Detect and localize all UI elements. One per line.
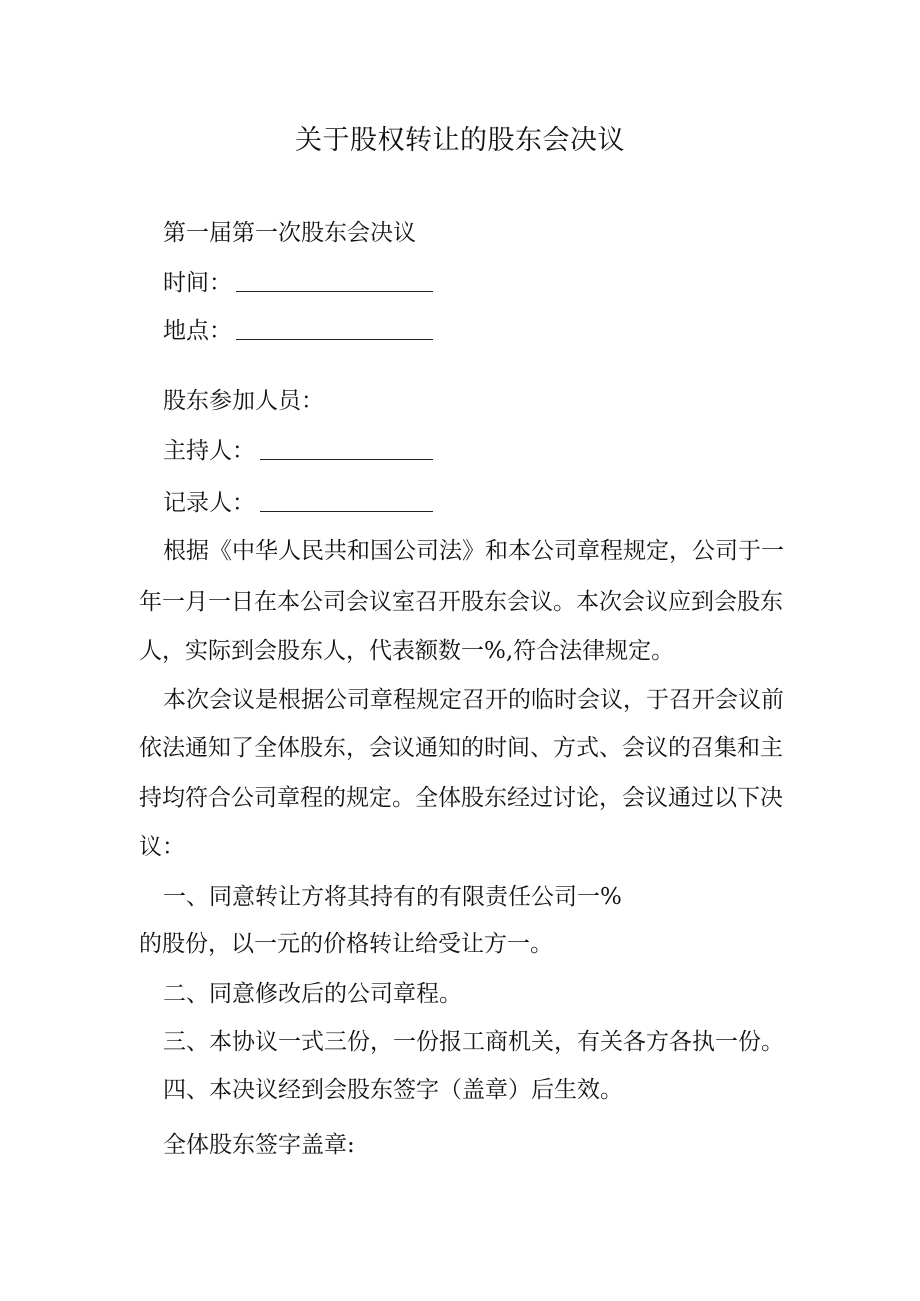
session-heading: 第一届第一次股东会决议: [163, 220, 416, 246]
document-title: 关于股权转让的股东会决议: [295, 125, 625, 156]
attendees-label: 股东参加人员：: [163, 388, 324, 414]
signature-label: 全体股东签字盖章:: [163, 1132, 355, 1158]
resolution-item-4: 四、本决议经到会股东签字（盖章）后生效。: [163, 1077, 623, 1103]
time-blank-line: [236, 291, 433, 292]
place-label: 地点：: [163, 318, 232, 344]
resolution-item-2: 二、同意修改后的公司章程。: [163, 981, 462, 1007]
resolution-line: 的股份，以一元的价格转让给受让方一。: [139, 931, 553, 957]
paragraph-line: 根据《中华人民共和国公司法》和本公司章程规定，公司于一: [163, 538, 784, 564]
paragraph-line: 人，实际到会股东人，代表额数一%,符合法律规定。: [139, 638, 675, 664]
host-label: 主持人：: [163, 438, 255, 464]
paragraph-line: 年一月一日在本公司会议室召开股东会议。本次会议应到会股东: [139, 589, 783, 615]
paragraph-line: 本次会议是根据公司章程规定召开的临时会议，于召开会议前: [163, 687, 784, 713]
time-label: 时间：: [163, 270, 232, 296]
host-blank-line: [260, 459, 433, 460]
paragraph-line: 议：: [139, 834, 185, 860]
resolution-line: 一、同意转让方将其持有的有限责任公司一%: [163, 884, 622, 910]
resolution-item-3: 三、本协议一式三份，一份报工商机关，有关各方各执一份。: [163, 1029, 784, 1055]
place-blank-line: [236, 339, 433, 340]
recorder-blank-line: [260, 511, 433, 512]
paragraph-line: 依法通知了全体股东，会议通知的时间、方式、会议的召集和主: [139, 735, 783, 761]
paragraph-line: 持均符合公司章程的规定。全体股东经过讨论，会议通过以下决: [139, 785, 783, 811]
recorder-label: 记录人：: [163, 490, 255, 516]
